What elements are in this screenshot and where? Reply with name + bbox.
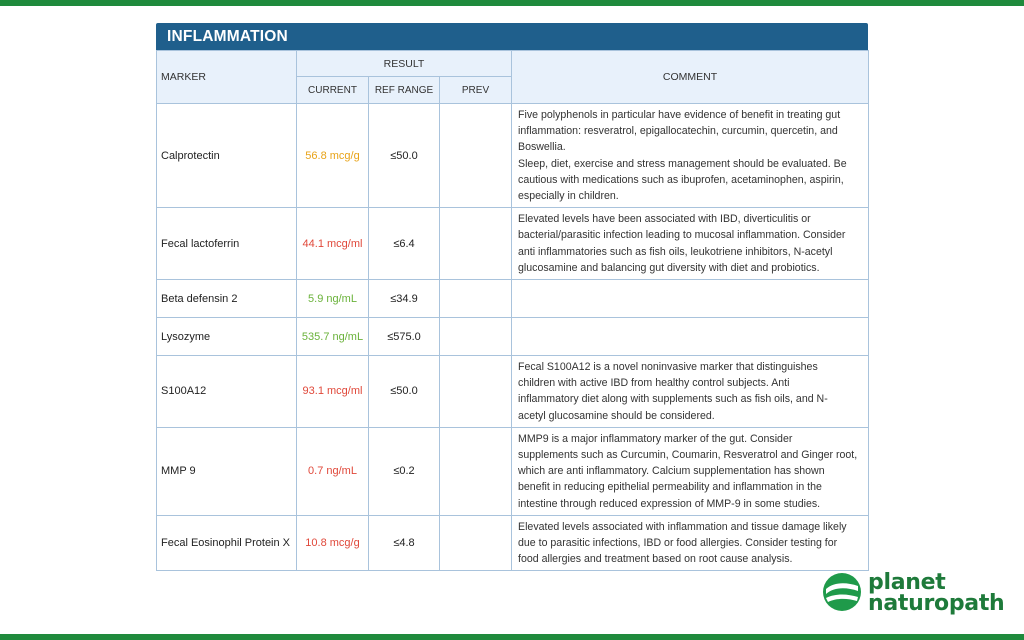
current-value-cell: 44.1 mcg/ml	[297, 208, 369, 280]
current-value-cell: 56.8 mcg/g	[297, 104, 369, 208]
comment-line: Five polyphenols in particular have evidence of benefit in treating gut	[518, 109, 841, 121]
prev-value-cell	[440, 318, 512, 356]
section-title: INFLAMMATION	[156, 23, 868, 50]
ref-range-cell: ≤50.0	[369, 356, 440, 428]
ref-range-cell: ≤575.0	[369, 318, 440, 356]
comment-line: acetyl glucosamine should be considered.	[518, 409, 715, 422]
comment-line: cautious with medications such as ibuprofen, acetaminophen, aspirin,	[518, 173, 844, 186]
inflammation-report	[156, 23, 868, 571]
comment-cell	[512, 104, 869, 208]
marker-cell: Fecal Eosinophil Protein X	[157, 515, 297, 571]
comment-cell	[512, 515, 869, 571]
comment-cell	[512, 427, 869, 515]
result-column-header: RESULT	[297, 51, 512, 77]
results-table	[156, 50, 869, 571]
comment-line: glucosamine and balancing gut diversity with diet and probiotics.	[518, 261, 820, 274]
comment-cell	[512, 318, 869, 356]
comment-line: Elevated levels have been associated with IBD, diverticulitis or	[518, 213, 811, 226]
comment-line: Boswellia.	[518, 141, 566, 154]
comment-cell	[512, 356, 869, 428]
comment-line: especially in children.	[518, 190, 619, 203]
comment-line: anti inflammatories such as fish oils, leukotriene inhibitors, N-acetyl	[518, 245, 833, 258]
marker-cell: Calprotectin	[157, 104, 297, 208]
ref-range-cell: ≤0.2	[369, 427, 440, 515]
prev-value-cell	[440, 208, 512, 280]
ref-range-cell: ≤6.4	[369, 208, 440, 280]
comment-line: bacterial/parasitic infection leading to mucosal inflammation. Consider	[518, 229, 846, 242]
comment-line: inflammation: resveratrol, epigallocatechin, curcumin, quercetin, and	[518, 125, 838, 138]
table-row	[157, 427, 869, 515]
prev-column-header: PREV	[440, 77, 512, 104]
marker-cell: Beta defensin 2	[157, 280, 297, 318]
prev-value-cell	[440, 515, 512, 571]
comment-line: Fecal S100A12 is a novel noninvasive marker that distinguishes	[518, 361, 818, 374]
comment-line: inflammatory diet along with supplements such as fish oils, and N-	[518, 393, 828, 406]
table-row	[157, 318, 869, 356]
current-value-cell: 93.1 mcg/ml	[297, 356, 369, 428]
current-column-header: CURRENT	[297, 77, 369, 104]
prev-value-cell	[440, 427, 512, 515]
prev-value-cell	[440, 356, 512, 428]
comment-cell	[512, 280, 869, 318]
table-row	[157, 515, 869, 571]
comment-line: food allergies and treatment based on root cause analysis.	[518, 553, 793, 566]
comment-line: Elevated levels associated with inflammation and tissue damage likely	[518, 520, 847, 533]
ref-range-column-header: REF RANGE	[369, 77, 440, 104]
table-row	[157, 104, 869, 208]
comment-line: Sleep, diet, exercise and stress management should be evaluated. Be	[518, 157, 847, 170]
comment-line: due to parasitic infections, IBD or food allergies. Consider testing for	[518, 537, 838, 550]
comment-cell	[512, 208, 869, 280]
table-row	[157, 208, 869, 280]
table-row	[157, 280, 869, 318]
ref-range-cell: ≤4.8	[369, 515, 440, 571]
marker-cell: S100A12	[157, 356, 297, 428]
table-row	[157, 356, 869, 428]
logo-line-naturopath: naturopath	[868, 591, 1005, 616]
logo-line-planet: planet	[868, 570, 946, 595]
planet-leaf-logo-icon	[822, 572, 862, 612]
top-accent-bar	[0, 0, 1024, 6]
ref-range-cell: ≤34.9	[369, 280, 440, 318]
prev-value-cell	[440, 104, 512, 208]
comment-line: supplements such as Curcumin, Coumarin, Resveratrol and Ginger root,	[518, 449, 858, 462]
comment-line: MMP9 is a major inflammatory marker of the gut. Consider	[518, 432, 793, 445]
comment-line: intestine through reduced expression of MMP-9 in some studies.	[518, 497, 821, 510]
comment-column-header: COMMENT	[512, 51, 869, 104]
comment-line: which are anti inflammatory. Calcium supplementation has shown	[518, 465, 825, 478]
marker-cell: Lysozyme	[157, 318, 297, 356]
logo-text	[868, 572, 1004, 614]
planet-naturopath-logo	[822, 570, 1005, 616]
comment-line: children with active IBD from healthy control subjects. Anti	[518, 377, 790, 390]
marker-column-header: MARKER	[157, 51, 297, 104]
current-value-cell: 535.7 ng/mL	[297, 318, 369, 356]
current-value-cell: 0.7 ng/mL	[297, 427, 369, 515]
current-value-cell: 10.8 mcg/g	[297, 515, 369, 571]
prev-value-cell	[440, 280, 512, 318]
comment-line: benefit in reducing epithelial permeability and inflammation in the	[518, 481, 822, 494]
marker-cell: MMP 9	[157, 427, 297, 515]
ref-range-cell: ≤50.0	[369, 104, 440, 208]
marker-cell: Fecal lactoferrin	[157, 208, 297, 280]
bottom-accent-bar	[0, 634, 1024, 640]
current-value-cell: 5.9 ng/mL	[297, 280, 369, 318]
